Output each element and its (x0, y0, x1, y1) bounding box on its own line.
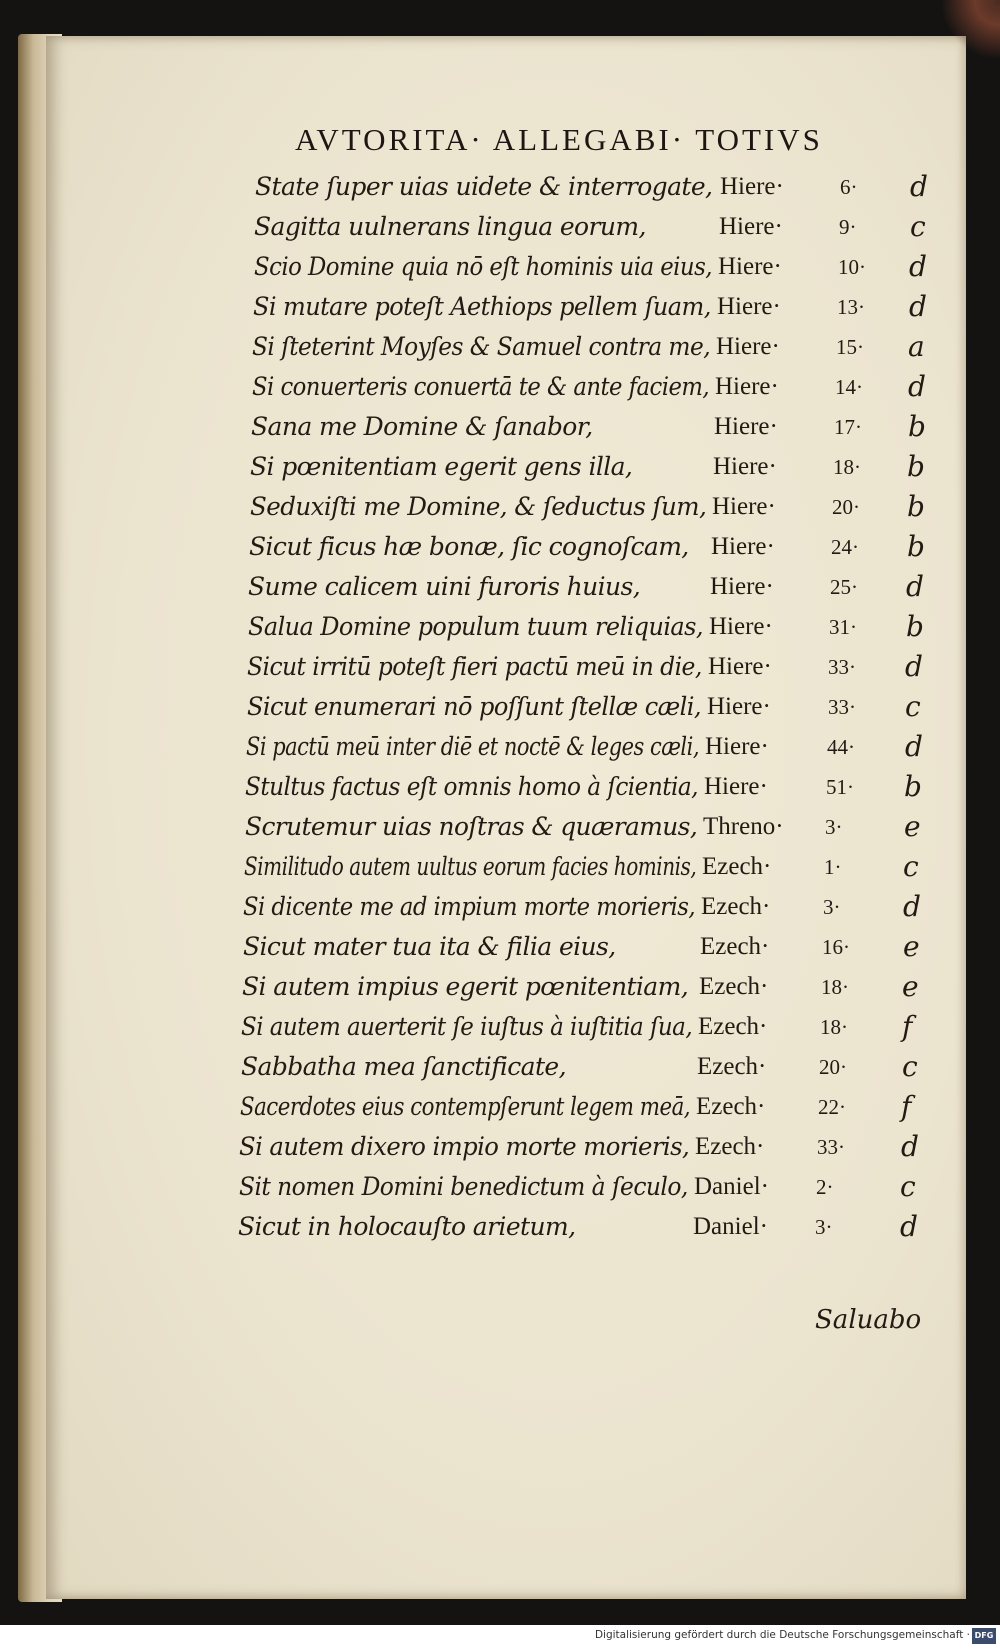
entry-section-letter: d (906, 570, 924, 603)
index-entry (0, 727, 1000, 767)
entry-quotation: Sicut in holocauſto arietum, (238, 1212, 576, 1241)
entry-book: Daniel· (694, 1173, 769, 1200)
entry-book: Ezech· (699, 973, 769, 1000)
entry-section-letter: b (907, 530, 925, 563)
index-entry (0, 1007, 1000, 1047)
entry-book: Ezech· (702, 853, 772, 880)
entry-chapter: 18· (821, 975, 849, 999)
entry-chapter: 15· (836, 335, 864, 359)
entry-section-letter: c (903, 850, 919, 883)
entry-section-letter: b (904, 770, 922, 803)
index-entry (0, 1127, 1000, 1167)
index-entry (0, 407, 1000, 447)
entry-chapter: 3· (815, 1215, 833, 1239)
entry-book: Hiere· (714, 413, 778, 440)
entry-chapter: 25· (830, 575, 858, 599)
index-entry (0, 327, 1000, 367)
entry-section-letter: e (903, 930, 920, 963)
index-entry (0, 207, 1000, 247)
digitization-footer (0, 1625, 1000, 1649)
entry-section-letter: d (908, 370, 926, 403)
index-entry (0, 687, 1000, 727)
entry-book: Ezech· (695, 1133, 765, 1160)
entry-quotation: Sana me Domine & ſanabor, (251, 412, 593, 441)
entry-chapter: 3· (825, 815, 843, 839)
index-entry (0, 807, 1000, 847)
entry-chapter: 20· (819, 1055, 847, 1079)
entry-quotation: Stultus factus eſt omnis homo à ſcientia, (245, 772, 698, 801)
entry-book: Ezech· (696, 1093, 766, 1120)
page-corner-shadow (940, 0, 1000, 60)
index-entry (0, 1087, 1000, 1127)
entry-section-letter: c (905, 690, 921, 723)
entry-chapter: 18· (820, 1015, 848, 1039)
entry-chapter: 33· (817, 1135, 845, 1159)
entry-section-letter: b (907, 450, 925, 483)
index-entry (0, 287, 1000, 327)
entry-section-letter: b (908, 410, 926, 443)
entry-book: Daniel· (693, 1213, 768, 1240)
entry-book: Hiere· (720, 173, 784, 200)
entry-section-letter: d (900, 1210, 918, 1243)
entry-quotation: Scrutemur uias noſtras & quæramus, (245, 812, 698, 841)
entry-quotation: Si conuerteris conuertā te & ante faciem, (252, 372, 710, 401)
entry-book: Hiere· (712, 493, 776, 520)
entry-chapter: 51· (826, 775, 854, 799)
entry-book: Hiere· (717, 293, 781, 320)
index-entry (0, 567, 1000, 607)
entry-book: Ezech· (701, 893, 771, 920)
entry-chapter: 10· (838, 255, 866, 279)
entry-section-letter: c (900, 1170, 916, 1203)
index-entry (0, 1167, 1000, 1207)
index-entry (0, 607, 1000, 647)
index-entry (0, 647, 1000, 687)
entry-section-letter: c (902, 1050, 918, 1083)
running-head: AVTORITA· ALLEGABI· TOTIVS (295, 122, 823, 157)
index-entry (0, 447, 1000, 487)
entry-chapter: 6· (840, 175, 858, 199)
index-entry (0, 967, 1000, 1007)
entry-quotation: Sicut mater tua ita & filia eius, (243, 932, 616, 961)
entry-quotation: Sacerdotes eius contempſerunt legem meā, (240, 1092, 691, 1121)
entry-book: Hiere· (715, 373, 779, 400)
entry-section-letter: d (903, 890, 921, 923)
index-entry (0, 847, 1000, 887)
entry-book: Hiere· (705, 733, 769, 760)
entry-section-letter: f (901, 1090, 912, 1123)
entry-quotation: Similitudo autem uultus eorum facies hominis, (244, 852, 697, 881)
index-entry (0, 1207, 1000, 1247)
entry-chapter: 22· (818, 1095, 846, 1119)
entry-section-letter: d (905, 650, 923, 683)
entry-quotation: Sume calicem uini furoris huius, (248, 572, 641, 601)
entry-book: Hiere· (708, 653, 772, 680)
entry-section-letter: d (901, 1130, 919, 1163)
entry-book: Ezech· (698, 1013, 768, 1040)
entry-section-letter: b (907, 490, 925, 523)
entry-quotation: Sicut ficus hæ bonæ, ſic cognoſcam, (249, 532, 689, 561)
entry-section-letter: f (902, 1010, 913, 1043)
entry-section-letter: d (909, 290, 927, 323)
dfg-logo-icon: DFG (972, 1628, 996, 1644)
entry-chapter: 33· (828, 655, 856, 679)
entry-section-letter: d (905, 730, 923, 763)
footer-credit: Digitalisierung gefördert durch die Deutsche Forschungsgemeinschaft · (594, 1629, 970, 1641)
entry-book: Hiere· (711, 533, 775, 560)
entry-quotation: Sicut irritū poteſt fieri pactū meū in die, (247, 652, 702, 681)
entry-book: Ezech· (697, 1053, 767, 1080)
entry-book: Hiere· (704, 773, 768, 800)
entry-chapter: 44· (827, 735, 855, 759)
entry-quotation: Si autem dixero impio morte morieris, (239, 1132, 690, 1161)
catchword: Saluabo (815, 1305, 922, 1335)
entry-quotation: Si autem impius egerit pœnitentiam, (242, 972, 689, 1001)
index-entry (0, 887, 1000, 927)
entry-chapter: 17· (834, 415, 862, 439)
entry-book: Hiere· (709, 613, 773, 640)
entry-book: Ezech· (700, 933, 770, 960)
entry-quotation: Si dicente me ad impium morte morieris, (243, 892, 696, 921)
entry-chapter: 14· (835, 375, 863, 399)
entry-quotation: Si pactū meū inter diē et noctē & leges cæli, (246, 732, 700, 761)
entry-section-letter: d (909, 250, 927, 283)
entry-chapter: 3· (823, 895, 841, 919)
entry-book: Hiere· (716, 333, 780, 360)
entry-section-letter: e (904, 810, 921, 843)
index-entry (0, 527, 1000, 567)
entry-quotation: Sit nomen Domini benedictum à ſeculo, (239, 1172, 688, 1201)
entry-quotation: Sabbatha mea ſanctificate, (241, 1052, 566, 1081)
entry-chapter: 2· (816, 1175, 834, 1199)
entry-book: Hiere· (710, 573, 774, 600)
entry-quotation: Si mutare poteſt Aethiops pellem ſuam, (253, 292, 711, 321)
entry-book: Threno· (703, 813, 784, 840)
entry-section-letter: c (910, 210, 926, 243)
index-entry (0, 927, 1000, 967)
index-entry (0, 767, 1000, 807)
index-entry (0, 247, 1000, 287)
entry-chapter: 16· (822, 935, 850, 959)
entry-section-letter: b (906, 610, 924, 643)
entry-chapter: 33· (828, 695, 856, 719)
entry-section-letter: e (902, 970, 919, 1003)
entry-quotation: Si pœnitentiam egerit gens illa, (250, 452, 633, 481)
entry-section-letter: d (910, 170, 928, 203)
entry-book: Hiere· (719, 213, 783, 240)
index-entry (0, 487, 1000, 527)
entry-chapter: 31· (829, 615, 857, 639)
entry-book: Hiere· (718, 253, 782, 280)
entry-book: Hiere· (713, 453, 777, 480)
entry-chapter: 24· (831, 535, 859, 559)
entry-chapter: 13· (837, 295, 865, 319)
entry-quotation: Sicut enumerari nō poſſunt ſtellæ cæli, (247, 692, 701, 721)
entry-chapter: 1· (824, 855, 842, 879)
index-entry (0, 167, 1000, 207)
entry-quotation: Si autem auerterit ſe iuſtus à iuſtitia ſua, (241, 1012, 693, 1041)
entry-chapter: 9· (839, 215, 857, 239)
index-entry (0, 1047, 1000, 1087)
entry-quotation: State ſuper uias uidete & interrogate, (255, 172, 713, 201)
entry-quotation: Scio Domine quia nō eſt hominis uia eius, (254, 252, 712, 281)
entry-quotation: Salua Domine populum tuum reliquias, (248, 612, 703, 641)
index-entry (0, 367, 1000, 407)
entry-quotation: Sagitta uulnerans lingua eorum, (254, 212, 646, 241)
entry-chapter: 20· (832, 495, 860, 519)
entry-section-letter: a (908, 330, 925, 363)
entry-quotation: Si ſteterint Moyſes & Samuel contra me, (252, 332, 711, 361)
entry-quotation: Seduxiſti me Domine, & ſeductus ſum, (250, 492, 707, 521)
entry-book: Hiere· (707, 693, 771, 720)
entry-chapter: 18· (833, 455, 861, 479)
